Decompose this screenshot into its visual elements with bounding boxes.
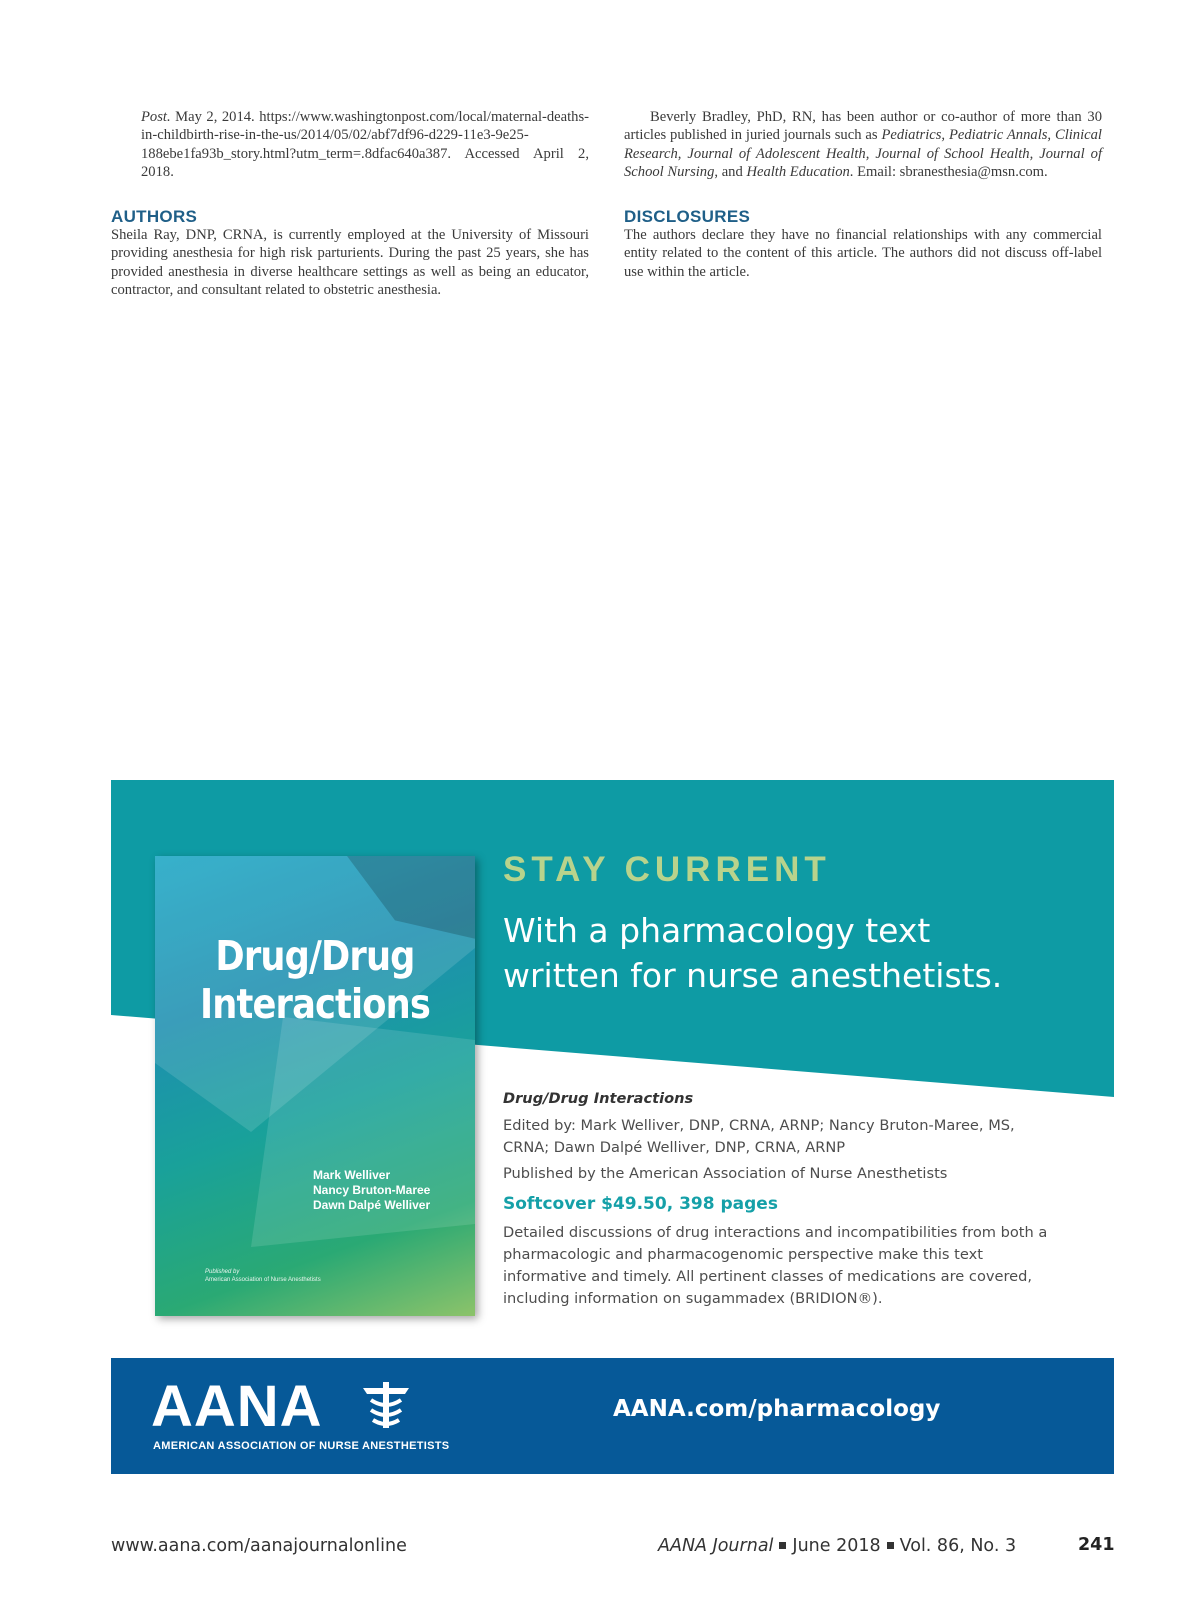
cover-publisher <box>205 1268 321 1284</box>
aana-logo-subtitle: AMERICAN ASSOCIATION OF NURSE ANESTHETISTS <box>153 1440 450 1452</box>
footer-citation <box>658 1536 1016 1556</box>
pharmacology-advertisement <box>111 780 1114 1474</box>
ad-headline-line: written for nurse anesthetists. <box>503 956 1003 995</box>
bradley-bio <box>624 108 1102 182</box>
footer-journal: AANA Journal <box>658 1536 774 1556</box>
ad-headline <box>503 908 1103 998</box>
bio-journal-health-education: Health Education <box>746 164 850 181</box>
book-price: Softcover $49.50, 398 pages <box>503 1194 778 1214</box>
cover-author: Nancy Bruton-Maree <box>313 1183 431 1197</box>
cover-title-line: Interactions <box>199 980 430 1028</box>
book-info <box>503 1088 1063 1310</box>
caduceus-icon <box>361 1380 411 1430</box>
ad-blue-banner <box>111 1358 1114 1474</box>
cover-title <box>177 932 452 1028</box>
ad-url-link[interactable]: AANA.com/pharmacology <box>613 1396 941 1422</box>
authors-text: Sheila Ray, DNP, CRNA, is currently employed at the University of Missouri providing anesthesia for high risk parturients. During the past 25 years, she has provided anesthesia in diverse healthcare settings as well as being an educator, contractor, and consultant related to obstetric anesthesia. <box>111 227 589 299</box>
reference-source: Post. <box>141 109 171 125</box>
bio-journals: Pediatrics, Pediatric Annals, Clinical Research, Journal of Adolescent Health, Journal of School Health, Journal of School Nursing <box>624 127 1102 181</box>
authors-heading: AUTHORS <box>111 206 198 226</box>
ad-eyebrow: STAY CURRENT <box>503 850 831 889</box>
aana-logo: AANA <box>151 1374 323 1439</box>
bio-tail: . Email: sbranesthesia@msn.com. <box>849 164 1048 181</box>
book-description: Detailed discussions of drug interactions and incompatibilities from both a pharmacologic and pharmacogenomic perspective make this text informative and timely. All pertinent classes of medications are covered, including information on sugammadex (BRIDION®). <box>503 1224 1048 1307</box>
reference-text: May 2, 2014. https://www.washingtonpost.com/local/maternal-deaths-in-childbirth-rise-in-the-us/2014/05/02/abf7df96-d229-11e3-9e25-188ebe1fa93b_story.html?utm_term=.8dfac640a387. Accessed April 2, 2018. <box>141 109 589 181</box>
footer-date: June 2018 <box>792 1536 881 1556</box>
book-editors: Edited by: Mark Welliver, DNP, CRNA, ARNP; Nancy Bruton-Maree, MS, CRNA; Dawn Dalpé Welliver, DNP, CRNA, ARNP <box>503 1117 1015 1156</box>
book-publisher: Published by the American Association of Nurse Anesthetists <box>503 1165 948 1182</box>
reference-entry <box>111 108 589 182</box>
book-name: Drug/Drug Interactions <box>503 1090 694 1107</box>
disclosures-heading: DISCLOSURES <box>624 206 751 226</box>
ad-headline-line: With a pharmacology text <box>503 911 931 950</box>
bio-lead: Beverly Bradley, PhD, RN, has been author or co-author of more than 30 articles published in juried journals such as <box>624 109 1102 144</box>
page-number: 241 <box>1078 1535 1115 1555</box>
cover-author: Dawn Dalpé Welliver <box>313 1198 431 1212</box>
cover-publisher-label: Published by <box>205 1269 240 1275</box>
cover-authors <box>313 1168 430 1213</box>
footer-volume: Vol. 86, No. 3 <box>899 1536 1017 1556</box>
footer-website[interactable]: www.aana.com/aanajournalonline <box>111 1536 407 1556</box>
left-column <box>111 108 589 300</box>
right-column <box>624 108 1102 281</box>
cover-author: Mark Welliver <box>313 1168 391 1182</box>
disclosures-text: The authors declare they have no financial relationships with any commercial entity related to the content of this article. The authors did not discuss off-label use within the article. <box>624 227 1102 280</box>
separator-square-icon <box>887 1542 894 1549</box>
cover-title-line: Drug/Drug <box>215 932 415 980</box>
book-cover-image <box>155 856 475 1316</box>
bio-mid: , and <box>714 164 747 181</box>
cover-publisher-name: American Association of Nurse Anesthetists <box>205 1277 321 1283</box>
separator-square-icon <box>779 1542 786 1549</box>
